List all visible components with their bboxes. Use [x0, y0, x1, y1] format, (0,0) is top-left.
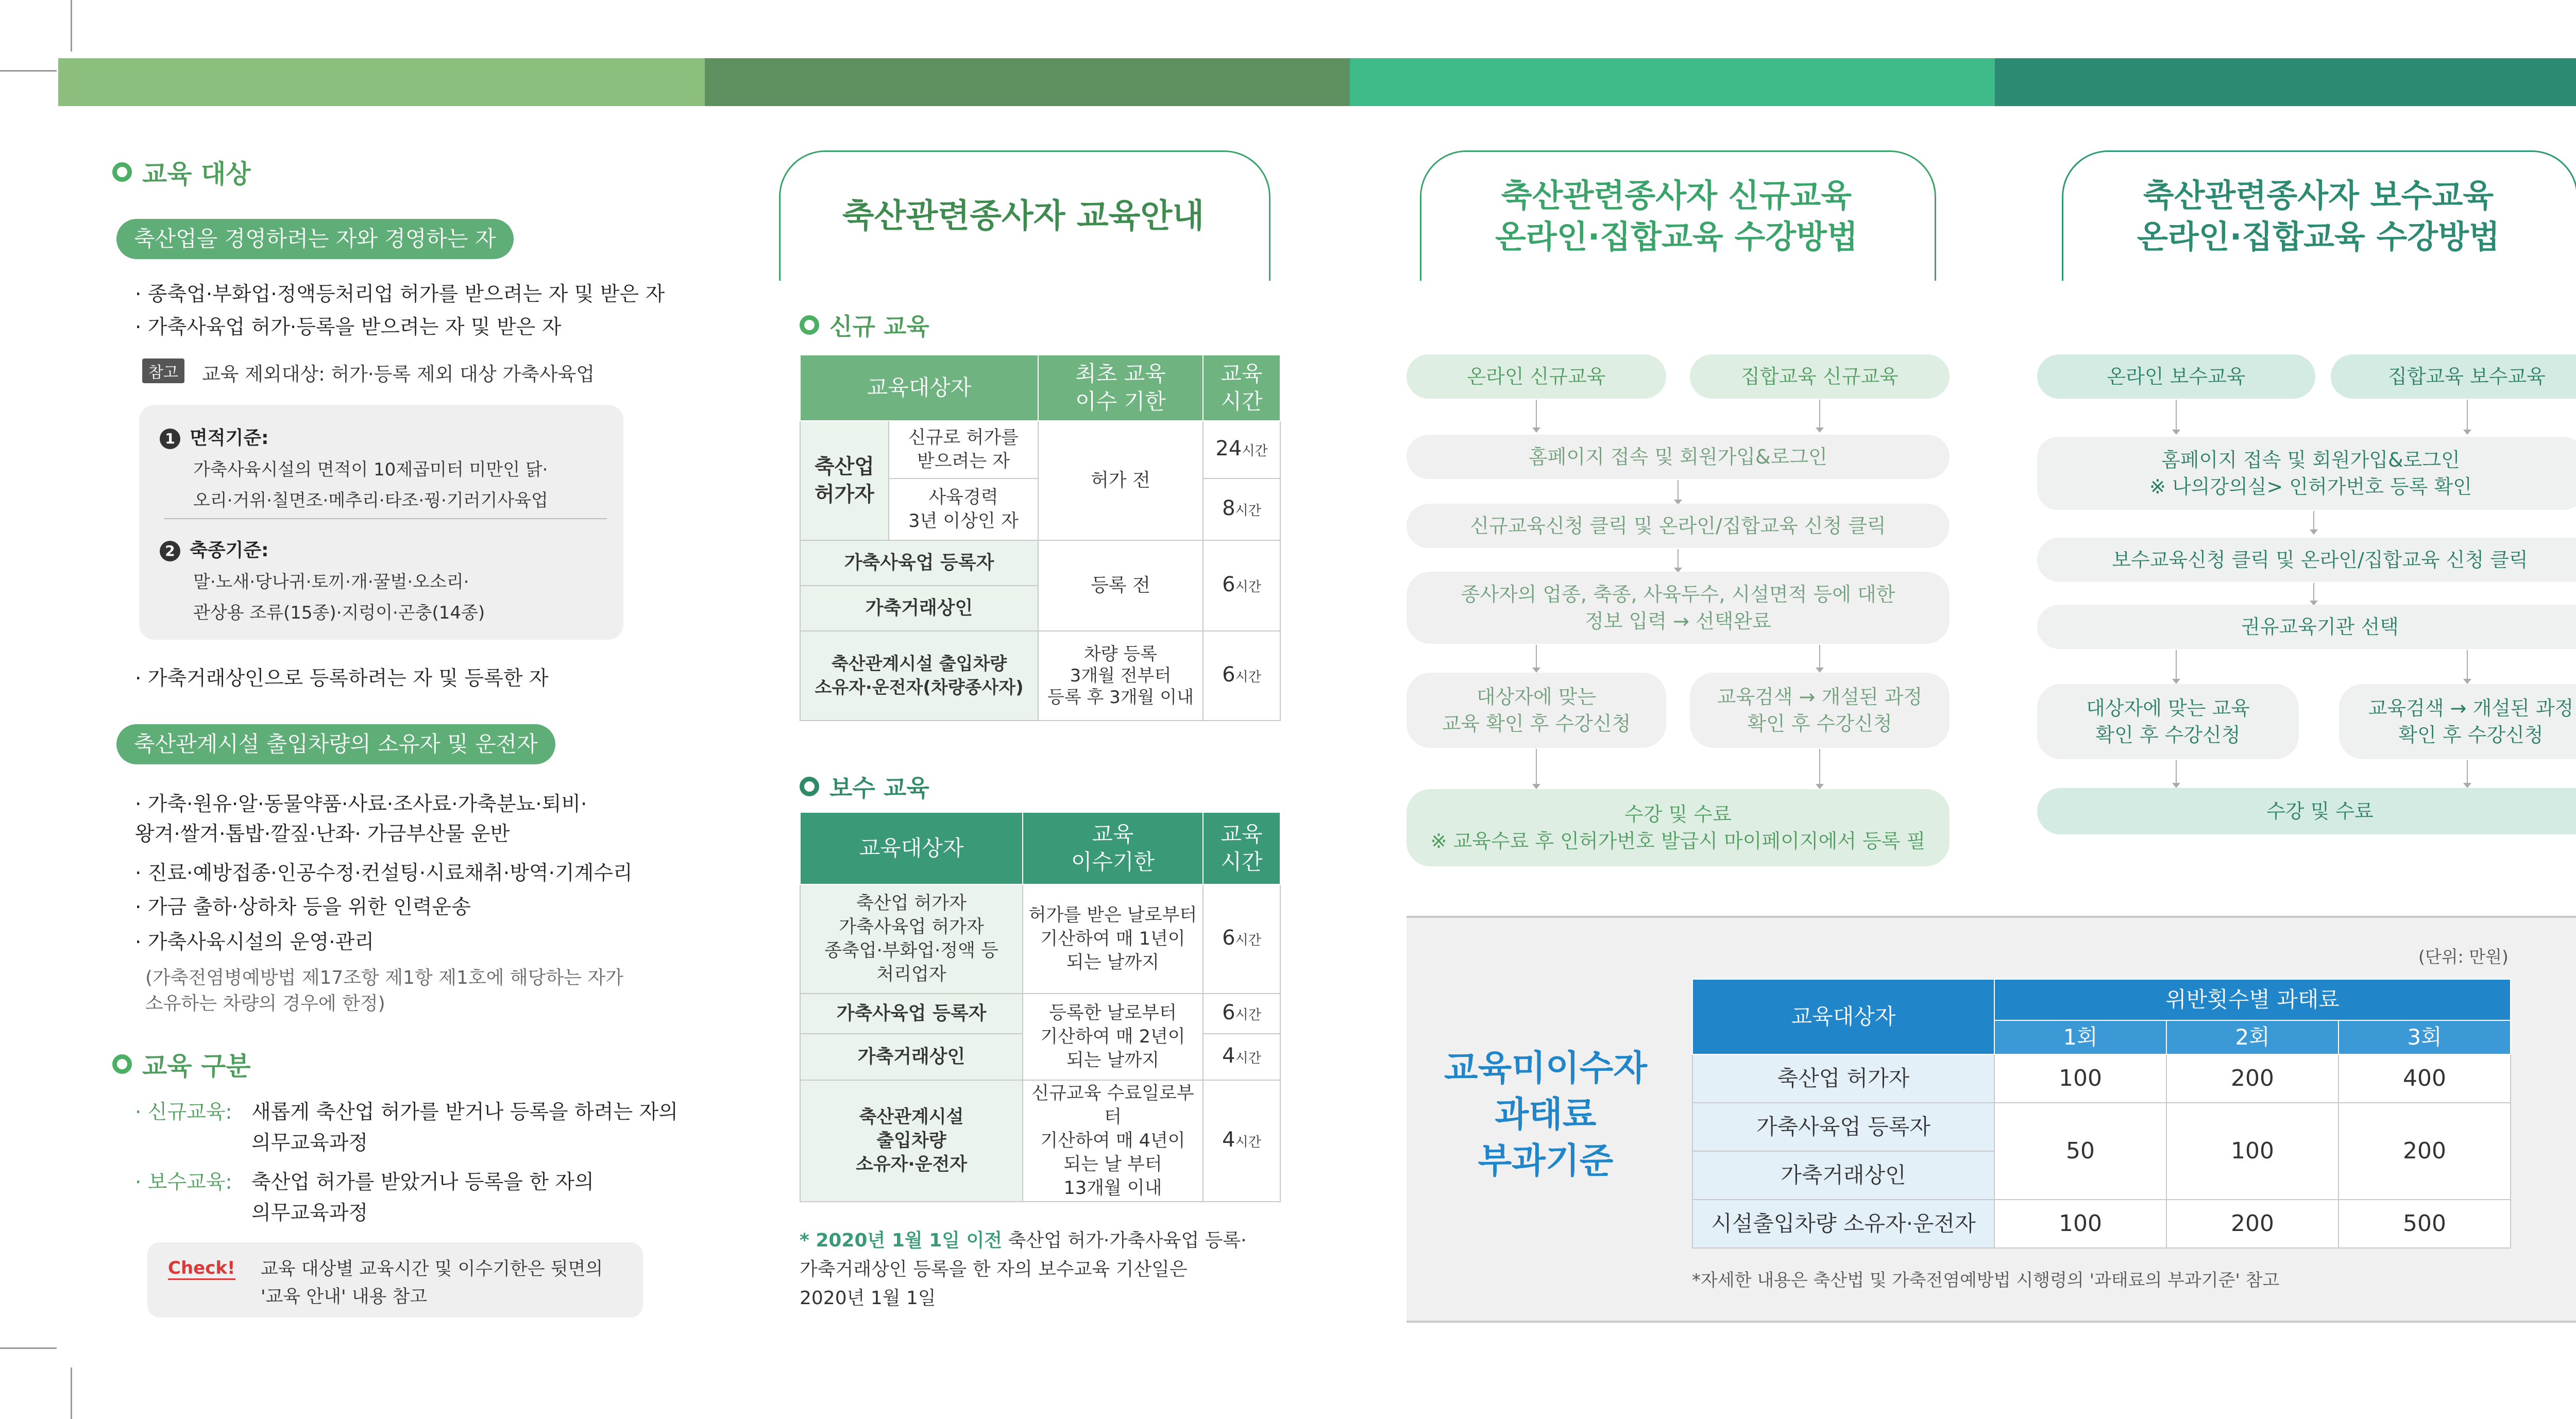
table-header: 1회 — [1994, 1020, 2166, 1054]
edu-type-text: 축산업 허가를 받았거나 등록을 한 자의 — [251, 1171, 594, 1194]
title-line: 온라인·집합교육 수강방법 — [2137, 218, 2500, 255]
table-header — [1038, 355, 1203, 421]
arrow-down-icon — [2467, 760, 2468, 785]
note-text: 교육 제외대상: 허가·등록 제외 대상 가축사육업 — [202, 363, 595, 385]
arrow-down-icon — [1819, 645, 1820, 670]
pill-label: 축산관계시설 출입차량의 소유자 및 운전자 — [116, 724, 555, 764]
section-title-text: 신규 교육 — [829, 313, 929, 340]
table-header: 교육대상자 — [1692, 979, 1994, 1054]
edu-type-text: 새롭게 축산업 허가를 받거나 등록을 하려는 자의 — [251, 1101, 678, 1124]
arrow-down-icon — [1536, 645, 1537, 670]
top-band-segment — [58, 58, 705, 106]
penalty-title: 교육미이수자 과태료 부과기준 — [1444, 1048, 1648, 1182]
arrow-down-icon — [1536, 400, 1537, 430]
table-cell: 등록 전 — [1038, 540, 1203, 631]
panel-title: 축산관련종사자 교육안내 — [842, 197, 1205, 235]
bullet-text: · 가축·원유·알·동물약품·사료·조사료·가축분뇨·퇴비· — [135, 793, 587, 816]
criteria-text: 가축사육시설의 면적이 10제곱미터 미만인 닭· — [193, 459, 548, 480]
table-cell — [1203, 478, 1280, 540]
hours-unit: 시간 — [1242, 443, 1268, 459]
table-cell — [1203, 631, 1280, 721]
edu-type-text: 의무교육과정 — [251, 1202, 368, 1225]
top-band-segment — [1350, 58, 1995, 106]
table-cell: 가축거래상인 — [800, 586, 1038, 631]
edu-type-text: 의무교육과정 — [251, 1132, 368, 1155]
criteria-1-title — [160, 423, 269, 450]
flow-step: 대상자에 맞는 교육 확인 후 수강신청 — [1406, 673, 1666, 748]
table-header: 교육대상자 — [800, 355, 1038, 421]
number-badge: 1 — [160, 429, 180, 449]
arrow-down-icon — [2176, 400, 2177, 432]
flow-step: 대상자에 맞는 교육 확인 후 수강신청 — [2037, 684, 2299, 759]
criteria-text: 관상용 조류(15종)·지렁이·곤충(14종) — [193, 603, 485, 623]
footnote: 가축거래상인 등록을 한 자의 보수교육 기산일은 — [800, 1259, 1188, 1280]
footnote-text: 축산업 허가·가축사육업 등록· — [1002, 1230, 1247, 1251]
flow-step: 보수교육신청 클릭 및 온라인/집합교육 신청 클릭 — [2037, 538, 2576, 582]
flow-step: 신규교육신청 클릭 및 온라인/집합교육 신청 클릭 — [1406, 504, 1950, 548]
table-cell: 400 — [2338, 1054, 2511, 1103]
bullet-text: · 가축사육업 허가·등록을 받으려는 자 및 받은 자 — [135, 316, 562, 339]
continuing-edu-table — [800, 812, 1281, 1202]
divider — [164, 518, 607, 519]
title-line: 축산관련종사자 보수교육 — [2143, 177, 2494, 214]
table-cell: 100 — [1994, 1054, 2166, 1103]
arrow-down-icon — [1536, 749, 1537, 786]
header-line: 최초 교육 — [1075, 361, 1166, 386]
table-cell: 200 — [2166, 1200, 2338, 1248]
bullet-text: · 진료·예방접종·인공수정·컨설팅·시료채취·방역·기계수리 — [135, 862, 633, 885]
bullet-text: · 가축거래상인으로 등록하려는 자 및 등록한 자 — [135, 667, 549, 690]
number-badge: 2 — [160, 541, 180, 561]
title-line: 축산관련종사자 신규교육 — [1501, 177, 1852, 214]
crop-mark — [0, 70, 57, 72]
hours-unit: 시간 — [1235, 1050, 1261, 1066]
circle-icon — [112, 162, 132, 182]
section-title-new — [800, 308, 929, 342]
table-cell: 200 — [2166, 1054, 2338, 1103]
table-header: 위반횟수별 과태료 — [1994, 979, 2511, 1020]
section-title-text: 보수 교육 — [829, 774, 929, 802]
law-note: (가축전염병예방법 제17조항 제1항 제1호에 해당하는 자가 — [145, 967, 623, 988]
section-title-target — [112, 153, 251, 191]
flow-step-final: 수강 및 수료 ※ 교육수료 후 인허가번호 발급시 마이페이지에서 등록 필 — [1406, 789, 1950, 866]
table-cell — [1203, 421, 1280, 478]
penalty-footnote: *자세한 내용은 축산법 및 가축전염예방법 시행령의 '과태료의 부과기준' 참고 — [1692, 1270, 2280, 1291]
table-cell: 시설출입차량 소유자·운전자 — [1692, 1200, 1994, 1248]
header-line: 시간 — [1221, 389, 1263, 414]
table-cell: 축산관계시설 출입차량 소유자·운전자(차량종사자) — [800, 631, 1038, 721]
header-line: 교육 — [1221, 361, 1263, 386]
table-cell: 가축사육업 등록자 — [800, 540, 1038, 586]
new-edu-table — [800, 354, 1281, 721]
flow-step: 교육검색 → 개설된 과정 확인 후 수강신청 — [2339, 684, 2576, 759]
arrow-down-icon — [2176, 650, 2177, 681]
criteria-label: 면적기준: — [190, 428, 269, 449]
table-cell: 축산업 허가자 가축사육업 허가자 종축업·부화업·정액 등 처리업자 — [800, 884, 1023, 994]
hours-value: 6 — [1222, 926, 1235, 950]
section-title-text: 교육 구분 — [142, 1051, 251, 1081]
section-title-text: 교육 대상 — [142, 159, 251, 189]
table-cell: 신규로 허가를 받으려는 자 — [889, 421, 1038, 478]
online-continuing-edu-button[interactable]: 온라인 보수교육 — [2037, 354, 2315, 399]
bullet-text: · 가축사육시설의 운영·관리 — [135, 931, 375, 954]
hours-unit: 시간 — [1235, 579, 1261, 595]
hours-value: 6 — [1222, 572, 1235, 596]
hours-value: 4 — [1222, 1044, 1235, 1068]
table-cell: 허가 전 — [1038, 421, 1203, 540]
table-header: 교육 시간 — [1203, 812, 1280, 884]
bullet-text: · 종축업·부화업·정액등처리업 허가를 받으려는 자 및 받은 자 — [135, 283, 665, 306]
hours-unit: 시간 — [1235, 1134, 1261, 1150]
circle-icon — [112, 1054, 132, 1074]
crop-mark — [0, 1347, 57, 1349]
footnote-highlight: * 2020년 1월 1일 이전 — [800, 1230, 1003, 1251]
section-title-continuing — [800, 770, 929, 803]
online-new-edu-button[interactable]: 온라인 신규교육 — [1406, 354, 1666, 399]
offline-new-edu-button[interactable]: 집합교육 신규교육 — [1690, 354, 1950, 399]
panel-title — [2062, 175, 2575, 258]
table-cell: 축산업 허가자 — [1692, 1054, 1994, 1103]
flow-step: 홈페이지 접속 및 회원가입&로그인 ※ 나의강의실> 인허가번호 등록 확인 — [2037, 437, 2576, 510]
arrow-down-icon — [2467, 650, 2468, 681]
table-cell: 50 — [1994, 1103, 2166, 1200]
table-cell: 가축사육업 등록자 — [800, 994, 1023, 1034]
table-cell: 가축거래상인 — [800, 1034, 1023, 1080]
flow-step: 교육검색 → 개설된 과정 확인 후 수강신청 — [1690, 673, 1950, 748]
table-cell: 200 — [2338, 1103, 2511, 1200]
hours-value: 6 — [1222, 662, 1235, 687]
arrow-down-icon — [2176, 760, 2177, 785]
arrow-down-icon — [2467, 400, 2468, 432]
criteria-text: 오리·거위·칠면조·메추리·타조·꿩·기러기사육업 — [193, 490, 548, 511]
table-cell — [1203, 1034, 1280, 1080]
hours-value: 6 — [1222, 1000, 1235, 1024]
table-cell: 가축거래상인 — [1692, 1151, 1994, 1200]
flow-step-final: 수강 및 수료 — [2037, 788, 2576, 834]
check-tag: Check! — [168, 1258, 235, 1280]
table-cell: 등록한 날로부터 기산하여 매 2년이 되는 날까지 — [1023, 994, 1203, 1080]
circle-icon — [800, 315, 819, 335]
table-cell: 신규교육 수료일로부터 기산하여 매 4년이 되는 날 부터 13개월 이내 — [1023, 1080, 1203, 1202]
offline-continuing-edu-button[interactable]: 집합교육 보수교육 — [2331, 354, 2576, 399]
top-band-segment — [1995, 58, 2576, 106]
bullet-text: · 가금 출하·상하차 등을 위한 인력운송 — [135, 896, 471, 919]
check-text: 교육 대상별 교육시간 및 이수기한은 뒷면의 — [261, 1259, 603, 1279]
arrow-down-icon — [1819, 749, 1820, 786]
flow-step: 권유교육기관 선택 — [2037, 605, 2576, 649]
hours-value: 8 — [1222, 496, 1235, 520]
crop-mark — [71, 1367, 72, 1419]
criteria-text: 말·노새·당나귀·토끼·개·꿀벌·오소리· — [193, 572, 469, 592]
note-tag: 참고 — [142, 358, 184, 383]
panel-title — [1420, 175, 1933, 258]
hours-value: 4 — [1222, 1127, 1235, 1152]
title-line: 온라인·집합교육 수강방법 — [1495, 218, 1858, 255]
hours-unit: 시간 — [1235, 1007, 1261, 1023]
section-title-division — [112, 1046, 251, 1083]
table-cell: 가축사육업 등록자 — [1692, 1103, 1994, 1151]
hours-unit: 시간 — [1235, 932, 1261, 948]
crop-mark — [71, 0, 72, 52]
law-note: 소유하는 차량의 경우에 한정) — [145, 993, 385, 1014]
footnote — [800, 1226, 1247, 1252]
top-band-segment — [705, 58, 1350, 106]
edu-type-label: · 보수교육: — [135, 1171, 232, 1194]
table-cell — [1203, 540, 1280, 631]
flow-step: 종사자의 업종, 축종, 사육두수, 시설면적 등에 대한 정보 입력 → 선택완료 — [1406, 572, 1950, 644]
table-cell — [1203, 884, 1280, 994]
table-cell: 100 — [2166, 1103, 2338, 1200]
arrow-down-icon — [1819, 400, 1820, 430]
table-cell: 축산관계시설 출입차량 소유자·운전자 — [800, 1080, 1023, 1202]
flow-step: 홈페이지 접속 및 회원가입&로그인 — [1406, 435, 1950, 479]
arrow-down-icon — [2313, 583, 2314, 603]
table-header — [1203, 355, 1280, 421]
hours-value: 24 — [1215, 436, 1242, 460]
criteria-2-title — [160, 536, 269, 562]
unit-label: (단위: 만원) — [2418, 947, 2509, 967]
table-header: 교육대상자 — [800, 812, 1023, 884]
table-cell — [1203, 1080, 1280, 1202]
hours-unit: 시간 — [1235, 669, 1261, 685]
bullet-text: 왕겨·쌀겨·톱밥·깔짚·난좌· 가금부산물 운반 — [135, 823, 510, 846]
table-cell: 100 — [1994, 1200, 2166, 1248]
header-line: 이수 기한 — [1075, 389, 1166, 414]
table-cell: 사육경력 3년 이상인 자 — [889, 478, 1038, 540]
arrow-down-icon — [1677, 480, 1679, 502]
table-cell — [1203, 994, 1280, 1034]
criteria-label: 축종기준: — [190, 540, 269, 561]
footnote: 2020년 1월 1일 — [800, 1288, 936, 1309]
hours-unit: 시간 — [1235, 503, 1261, 519]
edu-type-label: · 신규교육: — [135, 1101, 232, 1124]
arrow-down-icon — [2313, 511, 2314, 532]
check-text: '교육 안내' 내용 참고 — [261, 1287, 428, 1307]
table-header: 교육 이수기한 — [1023, 812, 1203, 884]
circle-icon — [800, 777, 819, 796]
table-cell: 500 — [2338, 1200, 2511, 1248]
table-cell: 축산업 허가자 — [800, 421, 889, 540]
penalty-table — [1692, 979, 2511, 1249]
table-header: 3회 — [2338, 1020, 2511, 1054]
table-cell: 허가를 받은 날로부터 기산하여 매 1년이 되는 날까지 — [1023, 884, 1203, 994]
table-cell: 차량 등록 3개월 전부터 등록 후 3개월 이내 — [1038, 631, 1203, 721]
pill-label: 축산업을 경영하려는 자와 경영하는 자 — [116, 219, 514, 259]
arrow-down-icon — [1677, 549, 1679, 570]
table-header: 2회 — [2166, 1020, 2338, 1054]
